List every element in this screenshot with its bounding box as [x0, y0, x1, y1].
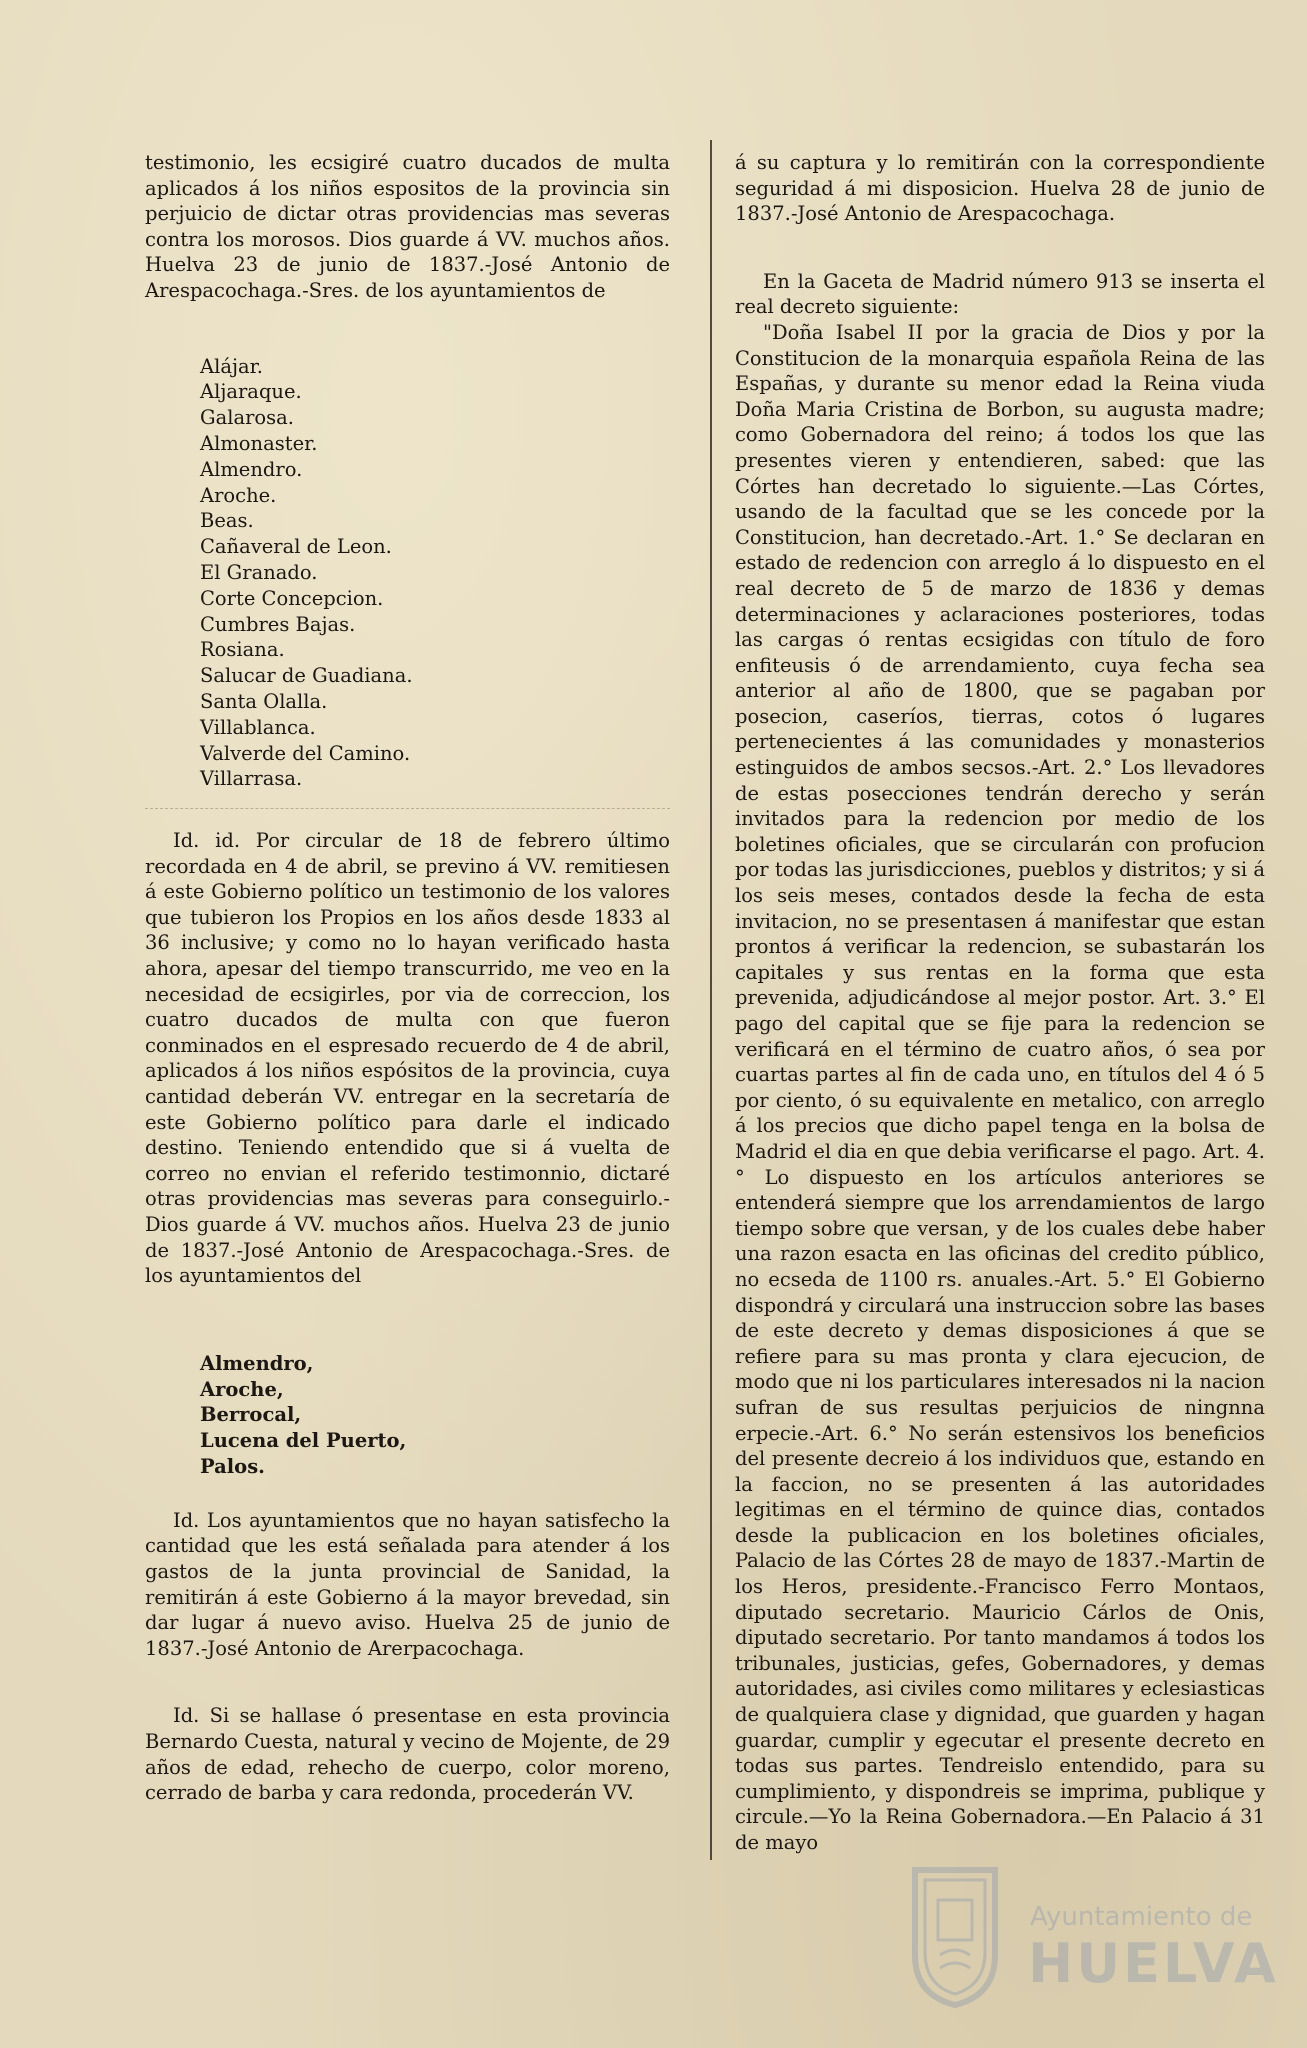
left-paragraph-4: Id. Si se hallase ó presentase en esta provincia Bernardo Cuesta, natural y vecino de Mojente, de 29 años de edad, rehecho de cuerpo, color moreno, cerrado de barba y cara redonda, procederán VV.	[145, 1704, 670, 1805]
list-item: Aroche,	[200, 1377, 284, 1401]
left-paragraph-3: Id. Los ayuntamientos que no hayan satisfecho la cantidad que les está señalada para atender á los gastos de la junta provincial de Sanidad, la remitirán á este Gobierno á la mayor brevedad, sin dar lugar á nuevo aviso. Huelva 25 de junio de 1837.-José Antonio de Arerpacochaga.	[145, 1508, 670, 1660]
right-paragraph-2: En la Gaceta de Madrid número 913 se inserta el real decreto siguiente:	[735, 269, 1265, 319]
spacer	[735, 227, 1265, 269]
left-column	[145, 150, 670, 1806]
city-seal-icon	[900, 1860, 1010, 2010]
list-item: Villarrasa.	[200, 767, 303, 791]
list-item: Lucena del Puerto,	[200, 1429, 407, 1453]
list-item: Almendro,	[200, 1351, 314, 1375]
list-item: Rosiana.	[200, 638, 285, 662]
list-item: Berrocal,	[200, 1403, 302, 1427]
list-item: Almendro.	[200, 457, 303, 481]
spacer	[145, 1480, 670, 1508]
list-item: Alájar.	[200, 354, 263, 378]
right-paragraph-1: á su captura y lo remitirán con la correspondiente seguridad á mi disposicion. Huelva 28 de junio de 1837.-José Antonio de Arespacochaga.	[735, 151, 1265, 226]
spacer	[145, 1661, 670, 1703]
list-item: Galarosa.	[200, 406, 294, 430]
list-item: El Granado.	[200, 560, 318, 584]
left-paragraph-1: testimonio, les ecsigiré cuatro ducados de multa aplicados á los niños espositos de la provincia sin perjuicio de dictar otras providencias mas severas contra los morosos. Dios guarde á VV. muchos años. Huelva 23 de junio de 1837.-José Antonio de Arespacochaga.-Sres. de los ayuntamientos de	[145, 151, 670, 302]
list-item: Almonaster.	[200, 431, 318, 455]
list-item: Aroche.	[200, 483, 277, 507]
list-item: Palos.	[200, 1454, 265, 1478]
municipality-list-2	[145, 1351, 670, 1480]
list-item: Beas.	[200, 509, 254, 533]
royal-decree-text: "Doña Isabel II por la gracia de Dios y por la Constitucion de la monarquia española Reina de las Españas, y durante su menor edad la Reina viuda Doña Maria Cristina de Borbon, su augusta madre; como Gobernadora del reino; á todos los que las presentes vieren y entendieren, sabed: que las Córtes han decretado lo siguiente.—Las Córtes, usando de la facultad que se les concede por la Constitucion, han decretado.-Art. 1.° Se declaran en estado de redencion con arreglo á lo dispuesto en el real decreto de 5 de marzo de 1836 y demas determinaciones y aclaraciones posteriores, todas las cargas ó rentas ecsigidas con título de foro enfiteusis ó de arrendamiento, cuya fecha sea anterior al año de 1800, que se pagaban por posecion, caseríos, tierras, cotos ó lugares pertenecientes á las comunidades y monasterios estinguidos de ambos secsos.-Art. 2.° Los llevadores de estas posecciones tendrán derecho y serán invitados para la redencion por medio de los boletines oficiales, que se circularán con profucion por todas las jurisdicciones, pueblos y distritos; y si á los seis meses, contados desde la fecha de esta invitacion, no se presentasen á manifestar que estan prontos á verificar la redencion, se subastarán los capitales y sus rentas en la forma que esta prevenida, adjudicándose al mejor postor. Art. 3.° El pago del capital que se fije para la redencion se verificará en el término de cuatro años, ó sea por cuartas partes al fin de cada uno, en títulos del 4 ó 5 por ciento, ó su equivalente en metalico, con arreglo á los precios que dicho papel tenga en la bolsa de Madrid el dia en que debia verificarse el pago. Art. 4.° Lo dispuesto en los artículos anteriores se entenderá siempre que los arrendamientos de largo tiempo sobre que versan, y de los cuales debe haber una razon esacta en las oficinas del credito público, no ecseda de 1100 rs. anuales.-Art. 5.° El Gobierno dispondrá y circulará una instruccion sobre las bases de este decreto y demas disposiciones á que se refiere para su mas pronta y clara ejecucion, de modo que ni los particulares interesados ni la nacion sufran de sus resultas perjuicios de ningnna erpecie.-Art. 6.° No serán estensivos los beneficios del presente decreio á los individuos que, estando en la faccion, no se presenten á las autoridades legitimas en el término de quince dias, contados desde la publicacion en los boletines oficiales, Palacio de las Córtes 28 de mayo de 1837.-Martin de los Heros, presidente.-Francisco Ferro Montaos, diputado secretario. Mauricio Cárlos de Onis, diputado secretario. Por tanto mandamos á todos los tribunales, justicias, gefes, Gobernadores, y demas autoridades, asi civiles como militares y eclesiasticas de qualquiera clase y dignidad, que guarden y hagan guardar, cumplir y egecutar el presente decreto en todas sus partes. Tendreislo entendido, para su cumplimiento, y dispondreis se imprima, publique y circule.—Yo la Reina Gobernadora.—En Palacio á 31 de mayo	[735, 320, 1265, 1854]
list-item: Santa Olalla.	[200, 689, 328, 713]
watermark-line-1: Ayuntamiento de	[1030, 1902, 1253, 1932]
archive-watermark	[900, 1860, 1279, 2010]
list-item: Cumbres Bajas.	[200, 612, 356, 636]
list-item: Aljaraque.	[200, 380, 302, 404]
list-item: Villablanca.	[200, 715, 316, 739]
section-separator	[145, 808, 670, 810]
list-item: Cañaveral de Leon.	[200, 535, 392, 559]
list-item: Corte Concepcion.	[200, 586, 384, 610]
watermark-line-2: HUELVA	[1028, 1932, 1279, 1995]
municipality-list-1	[145, 354, 670, 793]
right-column	[735, 150, 1265, 1856]
list-item: Salucar de Guadiana.	[200, 664, 413, 688]
left-paragraph-2: Id. id. Por circular de 18 de febrero último recordada en 4 de abril, se previno á VV. remitiesen á este Gobierno político un testimonio de los valores que tubieron los Propios en los años desde 1833 al 36 inclusive; y como no lo hayan verificado hasta ahora, apesar del tiempo transcurrido, me veo en la necesidad de ecsigirles, por via de correccion, los cuatro ducados de multa con que fueron conminados en el espresado recuerdo de 4 de abril, aplicados á los niños espósitos de la provincia, cuya cantidad deberán VV. entregar en la secretaría de este Gobierno político para darle el indicado destino. Teniendo entendido que si á vuelta de correo no envian el referido testimonnio, dictaré otras providencias mas severas para conseguirlo.-Dios guarde á VV. muchos años. Huelva 23 de junio de 1837.-José Antonio de Arespacochaga.-Sres. de los ayuntamientos del	[145, 829, 670, 1288]
list-item: Valverde del Camino.	[200, 741, 411, 765]
column-divider	[710, 140, 712, 1860]
